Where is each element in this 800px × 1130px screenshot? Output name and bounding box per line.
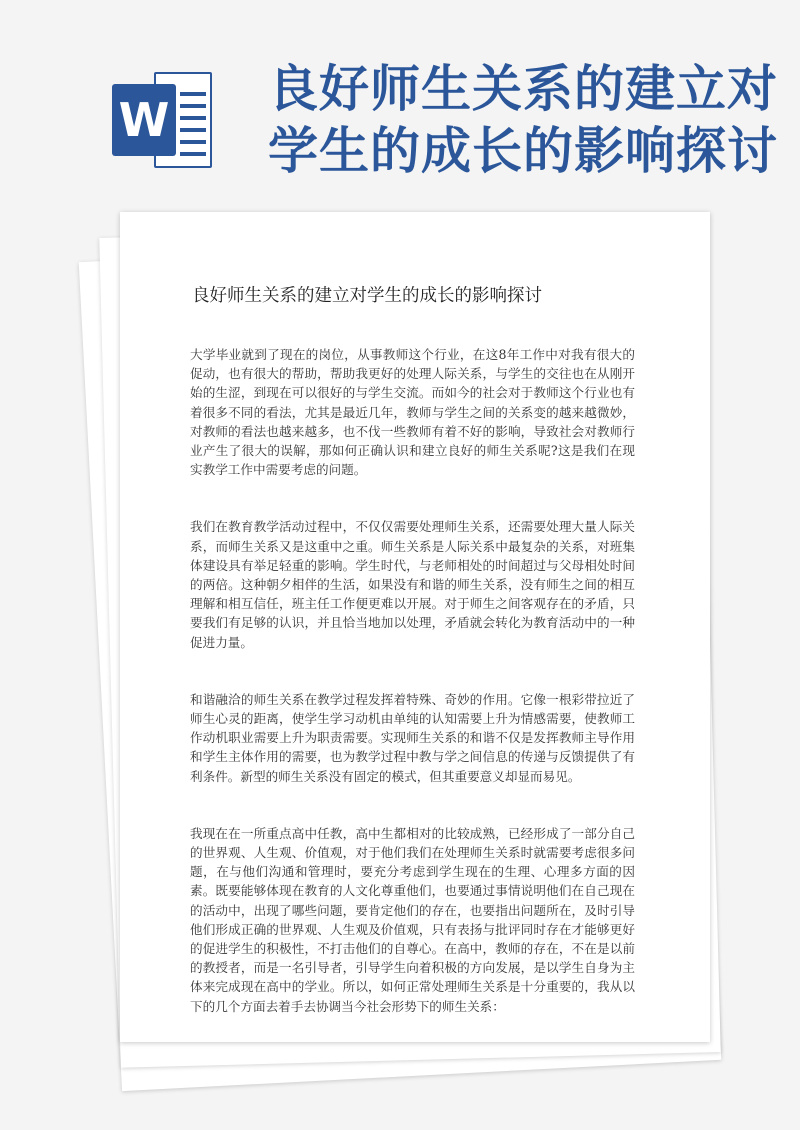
cover-title xyxy=(268,58,788,182)
cover-title-line-1: 良好师生关系的建立对 xyxy=(268,59,778,118)
word-document-icon xyxy=(112,68,214,174)
word-logo-letter: W xyxy=(112,84,176,156)
paragraph-3: 和谐融洽的师生关系在教学过程发挥着特殊、奇妙的作用。它像一根彩带拉近了师生心灵的距离，使学生学习动机由单纯的认知需要上升为情感需要，使教师工作动机职业需要上升为职责需要。实现师生关系的和谐不仅是发挥教师主导作用和学生主体作用的需要，也为教学过程中教与学之间信息的传递与反馈提供了有利条件。新型的师生关系没有固定的模式，但其重要意义却显而易见。 xyxy=(190,691,635,784)
article-title: 良好师生关系的建立对学生的成长的影响探讨 xyxy=(192,286,542,306)
cover-title-line-2: 学生的成长的影响探讨 xyxy=(268,121,778,180)
paragraph-2: 我们在教育教学活动过程中，不仅仅需要处理师生关系，还需要处理大量人际关系，而师生关系又是这重中之重。师生关系是人际关系中最复杂的关系，对班集体建设具有举足轻重的影响。学生时代，与老师相处的时间超过与父母相处时间的两倍。这种朝夕相伴的生活，如果没有和谐的师生关系，没有师生之间的相互理解和相互信任，班主任工作便更难以开展。对于师生之间客观存在的矛盾，只要我们有足够的认识，并且恰当地加以处理，矛盾就会转化为教育活动中的一种促进力量。 xyxy=(190,519,635,650)
paragraph-1: 大学毕业就到了现在的岗位，从事教师这个行业，在这8年工作中对我有很大的促动，也有很大的帮助，帮助我更好的处理人际关系，与学生的交往也在从刚开始的生涩，到现在可以很好的与学生交流。而如今的社会对于教师这个行业也有着很多不同的看法，尤其是最近几年，教师与学生之间的关系变的越来越微妙，对教师的看法也越来越多，也不伐一些教师有着不好的影响，导致社会对教师行业产生了很大的误解，那如何正确认识和建立良好的师生关系呢?这是我们在现实教学工作中需要考虑的问题。 xyxy=(190,347,635,478)
header xyxy=(0,0,800,200)
paragraph-4: 我现在在一所重点高中任教，高中生都相对的比较成熟，已经形成了一部分自己的世界观、人生观、价值观，对于他们我们在处理师生关系时就需要考虑很多问题，在与他们沟通和管理时，要充分考虑到学生现在的生理、心理多方面的因素。既要能够体现在教育的人文化尊重他们，也要通过事情说明他们在自己现在的活动中，出现了哪些问题，要肯定他们的存在，也要指出问题所在，及时引导他们形成正确的世界观、人生观及价值观，只有表扬与批评同时存在才能够更好的促进学生的积极性，不打击他们的自尊心。在高中，教师的存在，不在是以前的教授者，而是一名引导者，引导学生向着积极的方向发展，是以学生自身为主体来完成现在高中的学业。所以，如何正常处理师生关系是十分重要的，我从以下的几个方面去着手去协调当今社会形势下的师生关系： xyxy=(190,825,635,1014)
document-page xyxy=(120,212,710,1042)
article-body xyxy=(190,345,635,1054)
